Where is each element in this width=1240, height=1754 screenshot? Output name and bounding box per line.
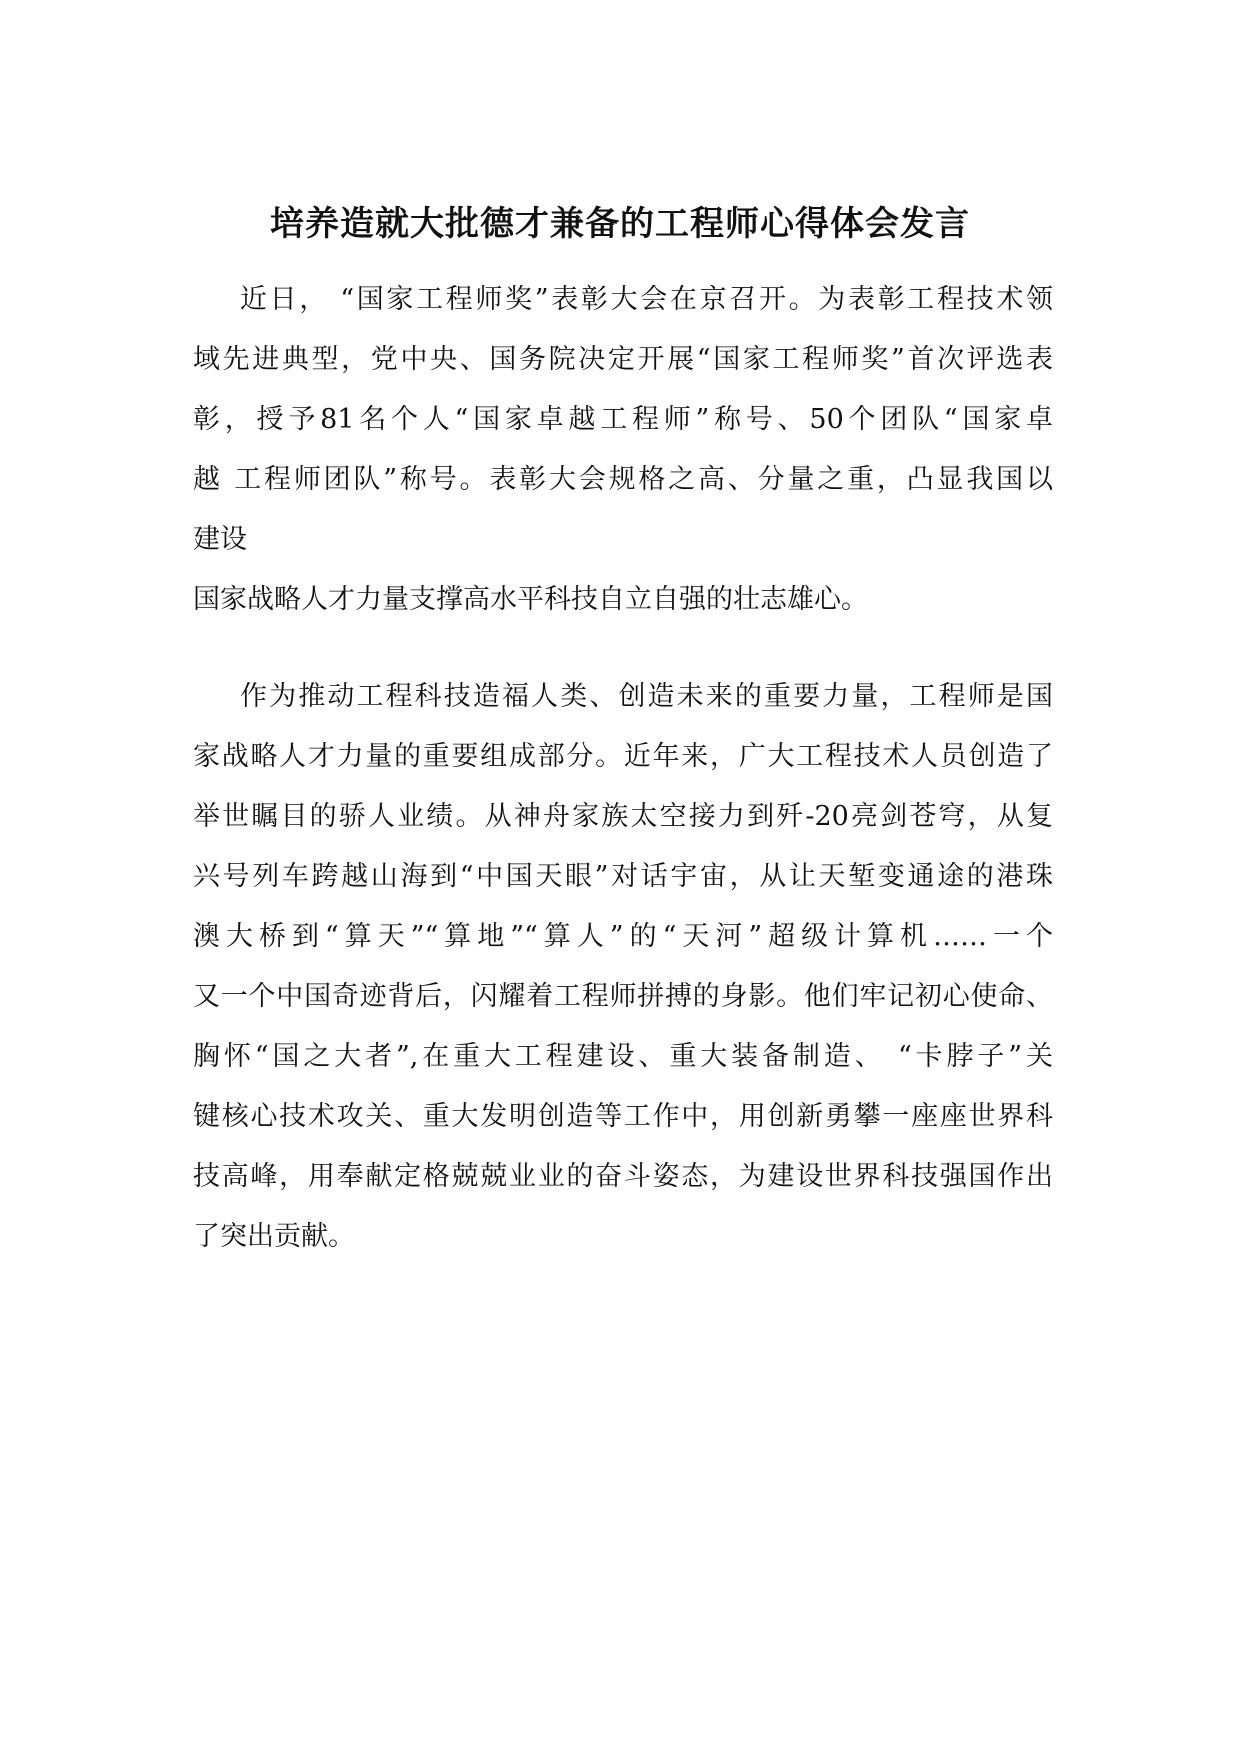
document-title: 培养造就大批德才兼备的工程师心得体会发言 <box>270 204 970 244</box>
paragraph-2-line-5: 澳大桥到“算天”“算地”“算人”的“天河”超级计算机……一个 <box>193 921 1053 952</box>
paragraph-1-line-3: 彰，授予81名个人“国家卓越工程师”称号、50个团队“国家卓 <box>193 404 1053 435</box>
paragraph-1-line-6: 国家战略人才力量支撑高水平科技自立自强的壮志雄心。 <box>193 584 868 615</box>
paragraph-2-line-8: 键核心技术攻关、重大发明创造等工作中，用创新勇攀一座座世界科 <box>193 1101 1053 1132</box>
paragraph-1-line-4: 越 工程师团队”称号。表彰大会规格之高、分量之重，凸显我国以 <box>193 464 1053 495</box>
paragraph-2-line-6: 又一个中国奇迹背后，闪耀着工程师拼搏的身影。他们牢记初心使命、 <box>193 981 1053 1012</box>
paragraph-1-line-1: 近日， “国家工程师奖”表彰大会在京召开。为表彰工程技术领 <box>240 284 1053 315</box>
paragraph-1-line-2: 域先进典型，党中央、国务院决定开展“国家工程师奖”首次评选表 <box>193 344 1053 375</box>
paragraph-2-line-10: 了突出贡献。 <box>193 1221 355 1252</box>
paragraph-1-line-5: 建设 <box>193 524 247 555</box>
paragraph-2-line-4: 兴号列车跨越山海到“中国天眼”对话宇宙，从让天堑变通途的港珠 <box>193 861 1053 892</box>
paragraph-2-line-7: 胸怀“国之大者”,在重大工程建设、重大装备制造、 “卡脖子”关 <box>193 1041 1053 1072</box>
paragraph-2-line-3: 举世瞩目的骄人业绩。从神舟家族太空接力到歼-20亮剑苍穹，从复 <box>193 801 1053 832</box>
paragraph-2-line-1: 作为推动工程科技造福人类、创造未来的重要力量，工程师是国 <box>240 681 1053 712</box>
paragraph-2-line-9: 技高峰，用奉献定格兢兢业业的奋斗姿态，为建设世界科技强国作出 <box>193 1161 1053 1192</box>
paragraph-2-line-2: 家战略人才力量的重要组成部分。近年来，广大工程技术人员创造了 <box>193 741 1053 772</box>
